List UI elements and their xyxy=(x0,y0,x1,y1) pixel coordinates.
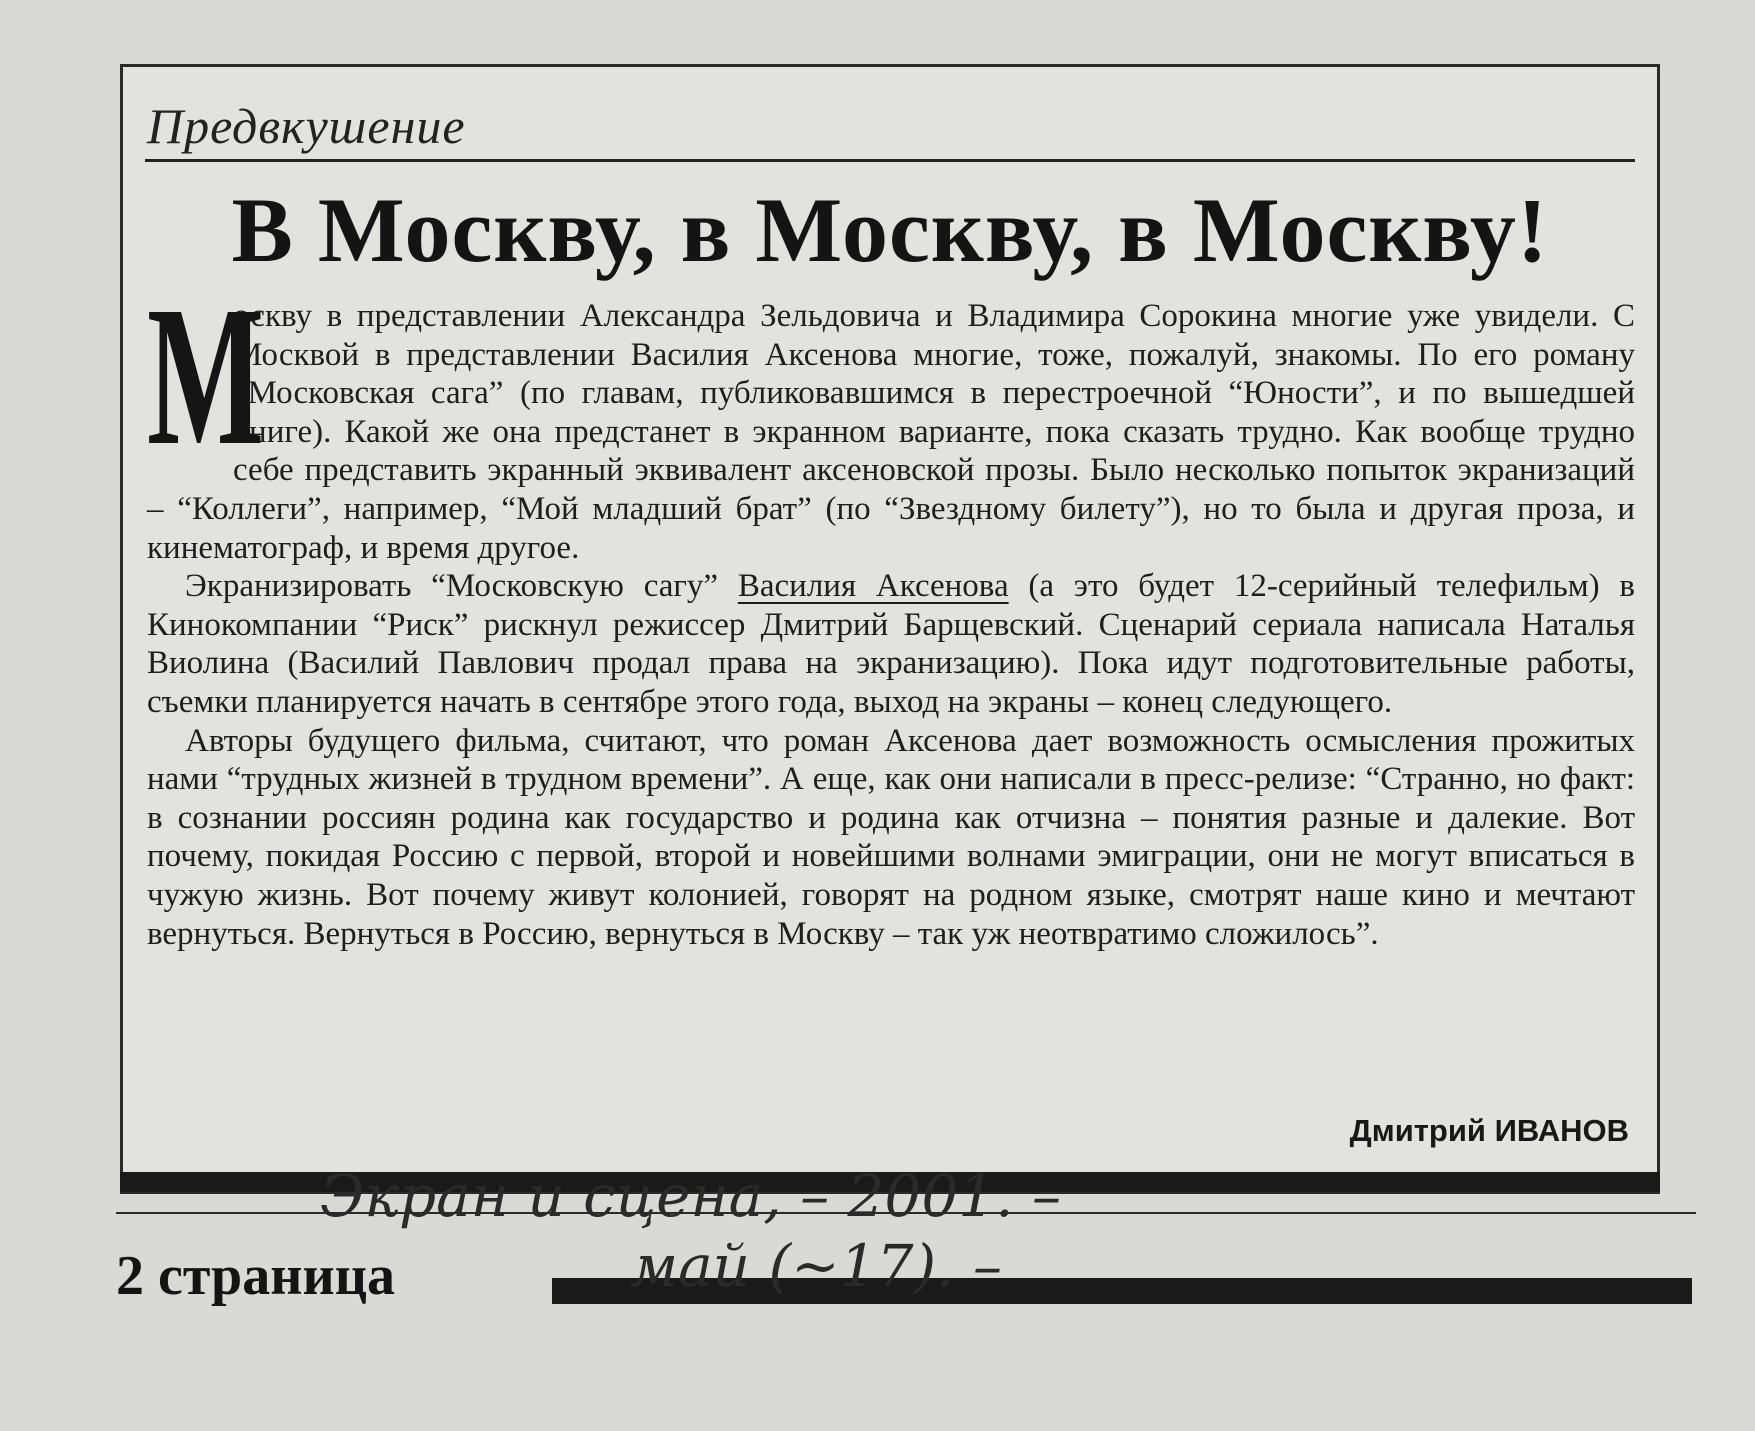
paragraph-2 xyxy=(147,567,1635,721)
paragraph-1-text: оскву в представлении Александра Зельдовича и Владимира Сорокина многие уже увидели. С Москвой в представлении Василия Аксенова многие, тоже, пожалуй, знакомы. По его роману “Московская сага” (по главам, публиковавшимся в перестроечной “Юности”, и по вышедшей книге). Какой же она предстанет в экранном варианте, пока сказать трудно. Как вообще трудно себе представить экранный эквивалент аксеновской прозы. Было несколько попыток экранизаций – “Коллеги”, например, “Мой младший брат” (по “Звездному билету”), но то была и другая проза, и кинематограф, и время другое. xyxy=(147,298,1635,566)
paragraph-2-text-start: Экранизировать “Московскую сагу” xyxy=(185,568,738,605)
rubric-label: Предвкушение xyxy=(147,98,466,154)
paragraph-2-text-end: (а это будет 12-серийный телефильм) в Кинокомпании “Риск” рискнул режиссер Дмитрий Барщевский. Сценарий сериала написала Наталья Виолина (Василий Павлович продал права на экранизацию). Пока идут подготовительные работы, съемки планируется начать в сентябре этого года, выход на экраны – конец следующего. xyxy=(147,568,1635,720)
handwritten-line-2: май (~17). – xyxy=(630,1232,1002,1300)
handwritten-source-note xyxy=(300,1168,1460,1308)
page-number-label: 2 страница xyxy=(116,1245,395,1307)
pen-underlined-name: Василия Аксенова xyxy=(737,568,1009,605)
drop-cap: М xyxy=(147,266,265,487)
byline-author: Дмитрий ИВАНОВ xyxy=(1349,1113,1629,1148)
article-body xyxy=(147,266,1635,953)
paragraph-3: Авторы будущего фильма, считают, что роман Аксенова дает возможность осмысления прожитых нами “трудных жизней в трудном времени”. А еще, как они написали в пресс-релизе: “Странно, но факт: в сознании россиян родина как государство и родина как отчизна – понятия разные и далекие. Вот почему, покидая Россию с первой, второй и новейшими волнами эмиграции, они не могут вписаться в чужую жизнь. Вот почему живут колонией, говорят на родном языке, смотрят наше кино и мечтают вернуться. Вернуться в Россию, вернуться в Москву – так уж неотвратимо сложилось”. xyxy=(147,722,1635,952)
headline: В Москву, в Москву, в Москву! xyxy=(231,179,1549,281)
article-clipping xyxy=(120,64,1660,1194)
paragraph-1 xyxy=(147,266,1635,567)
handwritten-line-1: Экран и сцена, – 2001. – xyxy=(320,1168,1062,1230)
rubric-underline xyxy=(145,159,1635,162)
